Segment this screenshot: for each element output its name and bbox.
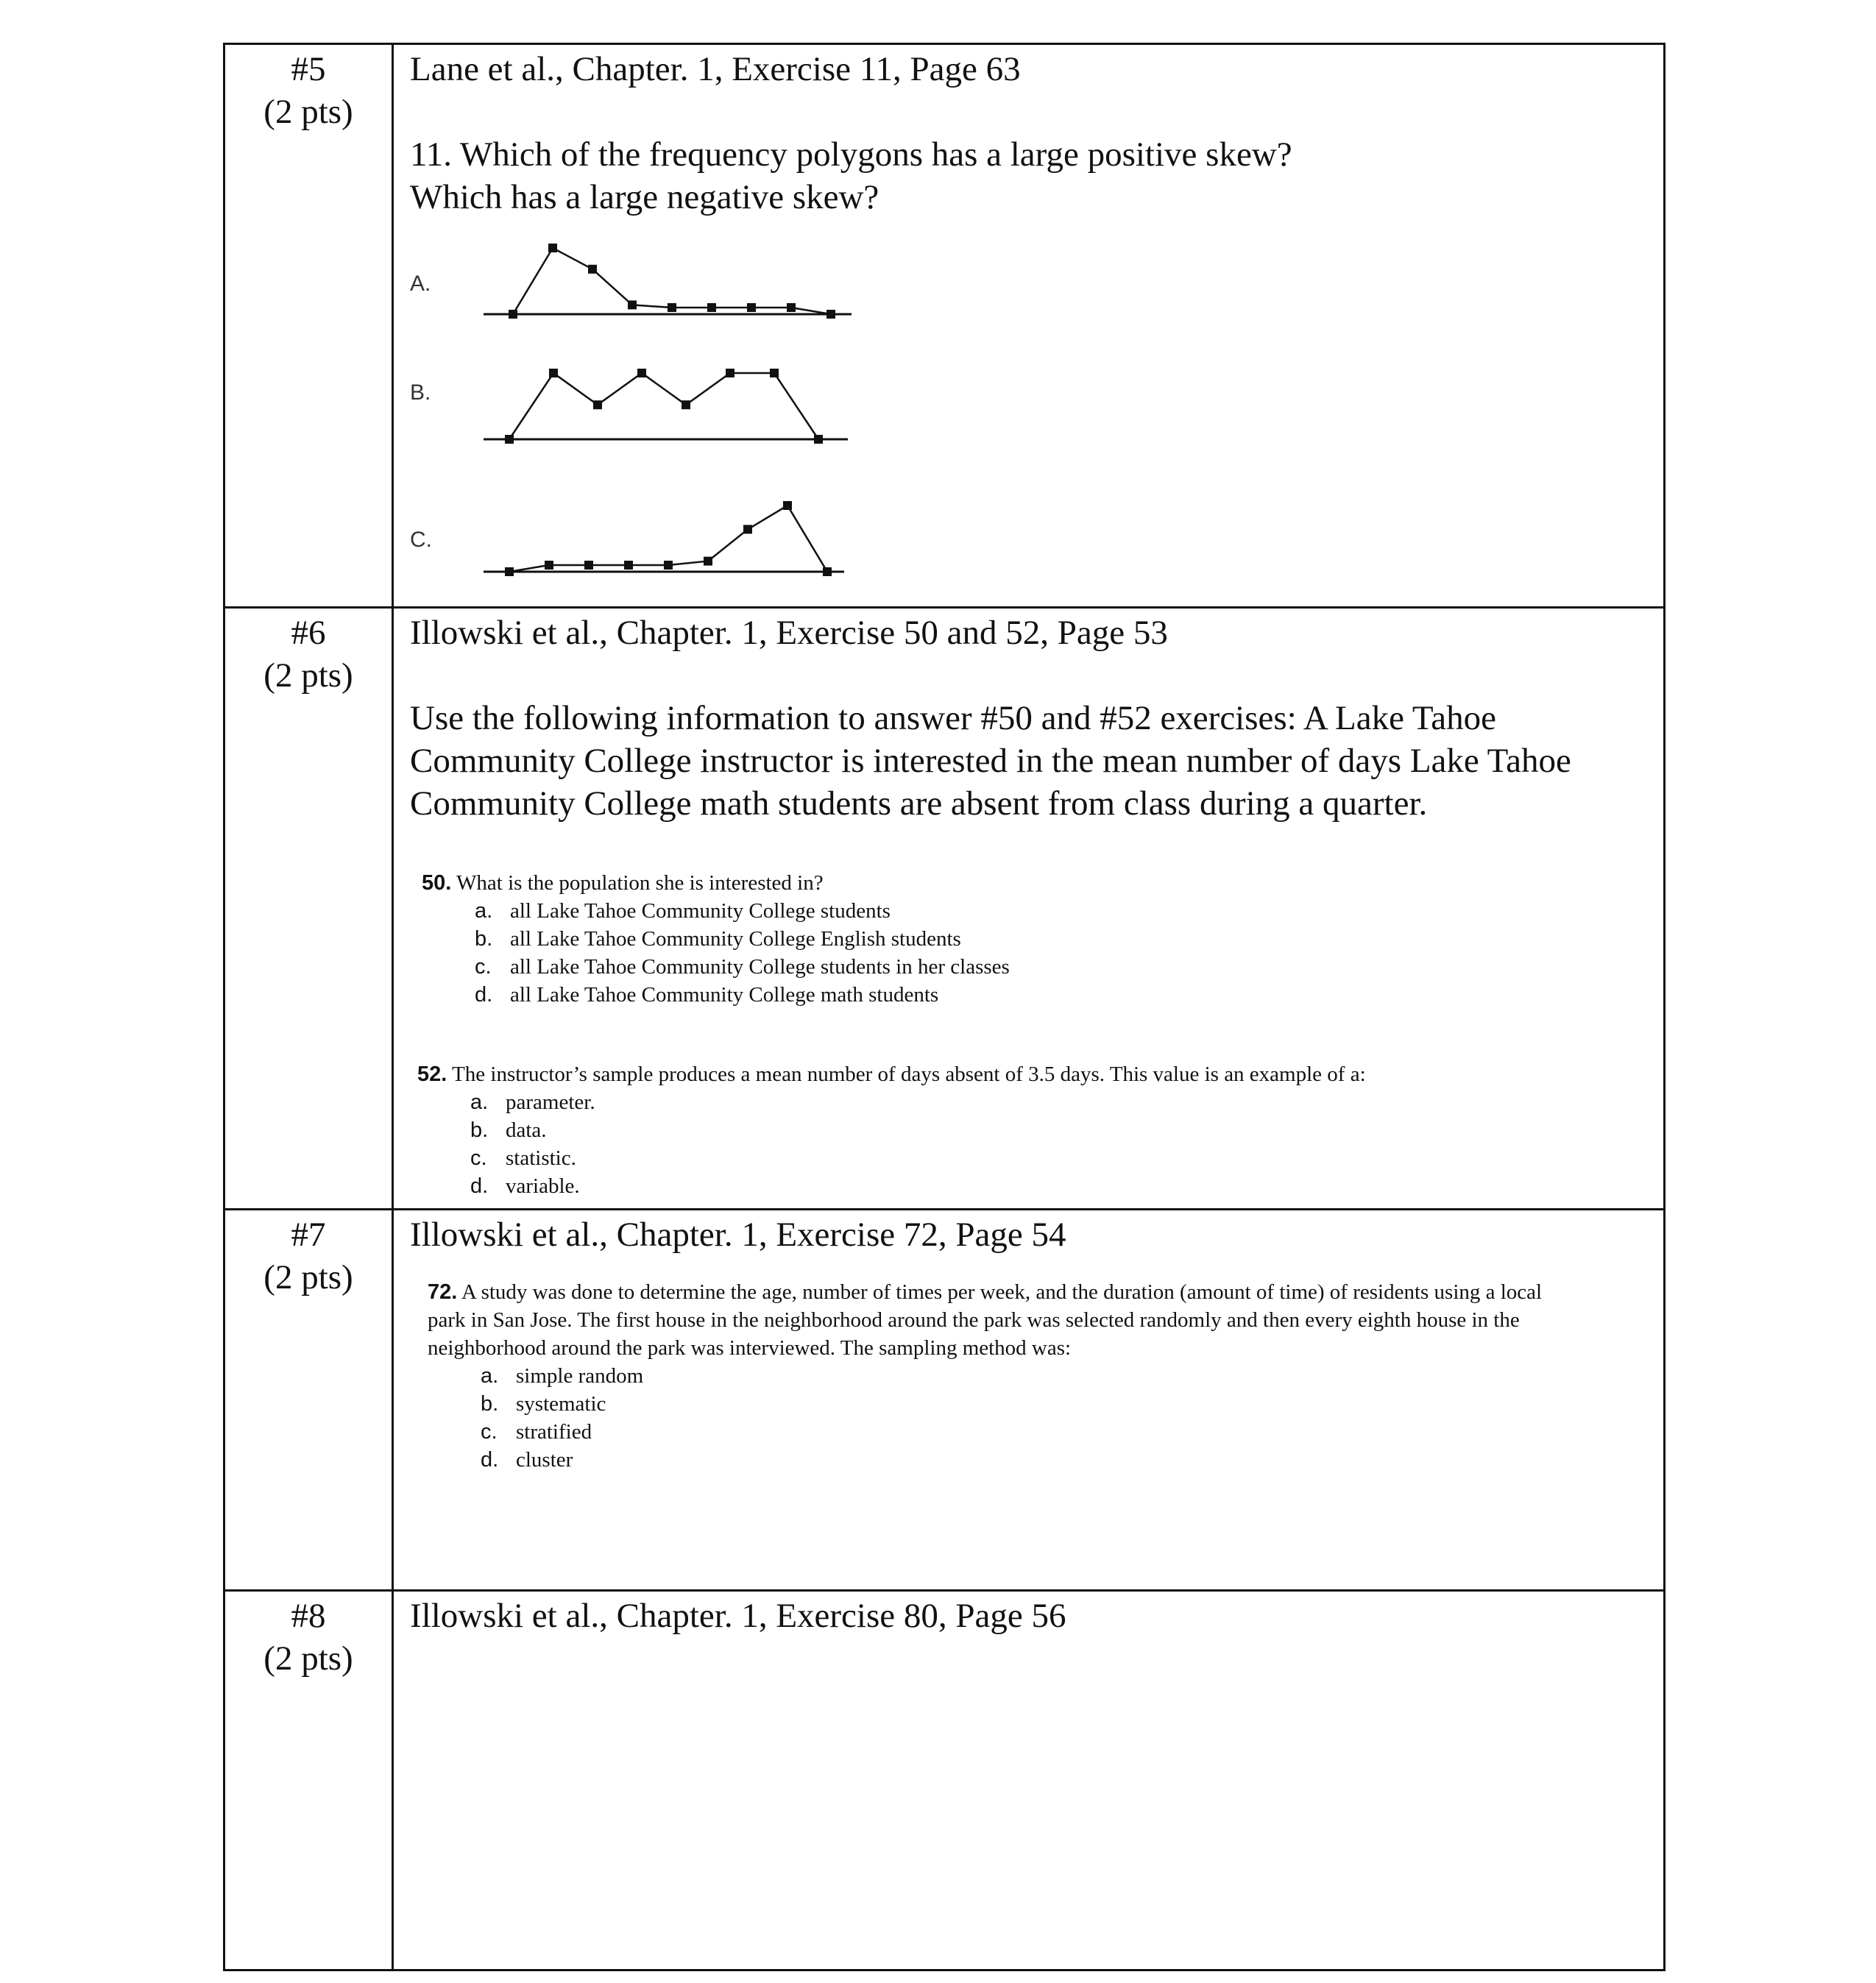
question-50	[422, 869, 1663, 1009]
exercise-body-cell	[393, 1591, 1665, 1970]
polygon-point	[787, 303, 796, 312]
exercise-row-6	[224, 608, 1665, 1210]
polygon-b-label: B.	[410, 380, 431, 405]
exercise-reference: Illowski et al., Chapter. 1, Exercise 72, Page 54	[410, 1216, 1066, 1254]
polygon-point	[743, 525, 752, 533]
option-d: d. all Lake Tahoe Community College math students	[475, 983, 939, 1007]
question-52	[417, 1060, 1663, 1200]
polygon-point	[624, 561, 633, 570]
option-d: d. cluster	[481, 1448, 573, 1472]
question-11-line-2: Which has a large negative skew?	[410, 178, 879, 216]
exercise-reference: Illowski et al., Chapter. 1, Exercise 50 and 52, Page 53	[410, 614, 1168, 652]
polygon-line	[509, 373, 818, 439]
exercise-number: #7	[291, 1216, 326, 1254]
polygon-point	[637, 369, 646, 377]
exercise-number: #5	[291, 50, 326, 88]
polygon-point	[726, 369, 735, 377]
option-c: c. stratified	[481, 1420, 592, 1444]
exercise-row-8	[224, 1591, 1665, 1970]
exercise-row-7	[224, 1210, 1665, 1591]
polygon-point	[826, 310, 835, 319]
question-72	[428, 1278, 1583, 1474]
polygon-c-label: C.	[410, 528, 432, 552]
option-a: a. all Lake Tahoe Community College students	[475, 899, 891, 923]
polygon-point	[668, 303, 676, 312]
exercise-number: #6	[291, 614, 326, 652]
polygon-point	[505, 567, 514, 576]
polygon-point	[545, 561, 553, 570]
question-11	[410, 133, 1663, 219]
exercise-reference: Lane et al., Chapter. 1, Exercise 11, Page 63	[410, 50, 1021, 88]
polygon-point	[783, 501, 792, 510]
polygon-point	[505, 435, 514, 444]
exercise-number-cell	[224, 608, 393, 1210]
exercise-reference: Illowski et al., Chapter. 1, Exercise 80, Page 56	[410, 1597, 1066, 1635]
exercise-points: (2 pts)	[263, 1258, 353, 1296]
polygon-point	[628, 300, 637, 309]
polygon-point	[548, 244, 557, 252]
question-52-text: The instructor’s sample produces a mean number of days absent of 3.5 days. This value is an example of a:	[452, 1063, 1366, 1086]
polygon-point	[770, 369, 779, 377]
exercise-body-cell	[393, 608, 1665, 1210]
polygon-point	[814, 435, 823, 444]
option-b: b. systematic	[481, 1392, 606, 1416]
option-b: b. all Lake Tahoe Community College English students	[475, 927, 961, 951]
polygon-point	[664, 561, 673, 570]
polygon-point	[823, 567, 832, 576]
exercise-points: (2 pts)	[263, 1639, 353, 1678]
option-a: a. simple random	[481, 1364, 644, 1388]
polygons-chart	[410, 233, 925, 594]
exercise-body-cell	[393, 44, 1665, 608]
exercise-number-cell	[224, 1210, 393, 1591]
question-72-number: 72.	[428, 1280, 458, 1304]
polygon-point	[588, 265, 597, 274]
option-c: c. statistic.	[470, 1146, 576, 1170]
question-52-number: 52.	[417, 1063, 447, 1086]
polygon-point	[549, 369, 558, 377]
exercise-body-cell	[393, 1210, 1665, 1591]
polygon-point	[584, 561, 593, 570]
exercise-points: (2 pts)	[263, 656, 353, 695]
frequency-polygons	[410, 233, 925, 594]
exercise-row-5	[224, 44, 1665, 608]
question-50-number: 50.	[422, 871, 452, 895]
exercise-number: #8	[291, 1597, 326, 1635]
polygon-point	[509, 310, 517, 319]
homework-table	[223, 43, 1666, 1971]
question-50-text: What is the population she is interested in?	[456, 871, 824, 895]
question-11-line-1: 11. Which of the frequency polygons has a large positive skew?	[410, 135, 1292, 174]
exercise-number-cell	[224, 1591, 393, 1970]
polygon-point	[682, 400, 690, 409]
polygon-point	[747, 303, 756, 312]
option-b: b. data.	[470, 1118, 547, 1142]
polygon-point	[707, 303, 716, 312]
polygon-a-label: A.	[410, 272, 431, 296]
option-d: d. variable.	[470, 1174, 580, 1198]
option-a: a. parameter.	[470, 1090, 595, 1114]
exercise-intro: Use the following information to answer #50 and #52 exercises: A Lake Tahoe Community College instructor is interested in the mean number of days Lake Tahoe Community College math students are absent from class during a quarter.	[410, 699, 1571, 823]
exercise-points: (2 pts)	[263, 93, 353, 131]
polygon-point	[593, 400, 602, 409]
polygon-point	[704, 557, 712, 566]
exercise-number-cell	[224, 44, 393, 608]
question-72-text: A study was done to determine the age, number of times per week, and the duration (amount of time) of residents using a local park in San Jose. The first house in the neighborhood around the park was selected randomly and then every eighth house in the neighborhood around the park was interviewed. The sampling method was:	[428, 1280, 1543, 1360]
option-c: c. all Lake Tahoe Community College students in her classes	[475, 955, 1010, 979]
